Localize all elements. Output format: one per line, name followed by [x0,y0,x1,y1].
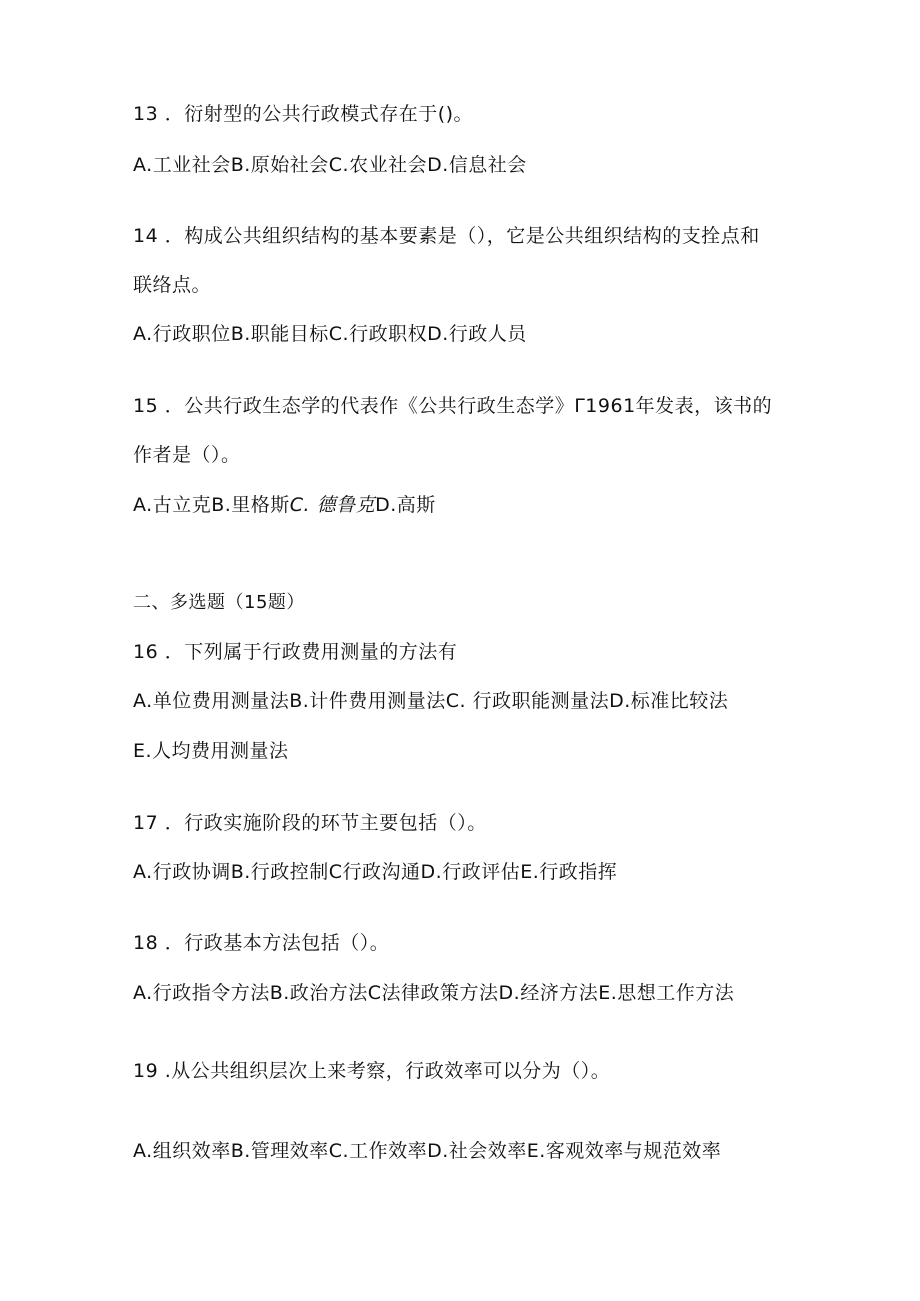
q18-options: A.行政指令方法B.政治方法C法律政策方法D.经济方法E.思想工作方法 [133,982,735,1004]
q16-options-line2: E.人均费用测量法 [133,740,289,762]
q15-options-part2: C. 德鲁克 [289,494,376,516]
q16-stem: 16 ．下列属于行政费用测量的方法有 [133,641,458,663]
q14-stem-line1: 14 ．构成公共组织结构的基本要素是（），它是公共组织结构的支拴点和 [133,225,760,247]
q15-stem-line2: 作者是（）。 [133,444,241,466]
section-heading-multi: 二、多选题（15题） [133,592,305,613]
q19-options: A.组织效率B.管理效率C.工作效率D.社会效率E.客观效率与规范效率 [133,1140,722,1162]
q16-options-line1: A.单位费用测量法B.计件费用测量法C. 行政职能测量法D.标准比较法 [133,690,729,712]
q15-options-part1: A.古立克B.里格斯 [133,494,290,516]
q15-stem-line1: 15 ．公共行政生态学的代表作《公共行政生态学》Γ1961年发表，该书的 [133,395,773,417]
q13-options: A.工业社会B.原始社会C.农业社会D.信息社会 [133,154,527,176]
q13-stem: 13 ．衍射型的公共行政模式存在于()。 [133,103,474,125]
q17-options: A.行政协调B.行政控制C行政沟通D.行政评估E.行政指挥 [133,861,618,883]
q17-stem: 17 ．行政实施阶段的环节主要包括（）。 [133,812,487,834]
q19-stem: 19 .从公共组织层次上来考察，行政效率可以分为（）。 [133,1060,611,1082]
q15-options [133,493,436,517]
q14-stem-line2: 联络点。 [133,274,212,296]
q15-options-part3: D.高斯 [375,494,436,516]
q14-options: A.行政职位B.职能目标C.行政职权D.行政人员 [133,323,527,345]
q18-stem: 18 ．行政基本方法包括（）。 [133,932,390,954]
